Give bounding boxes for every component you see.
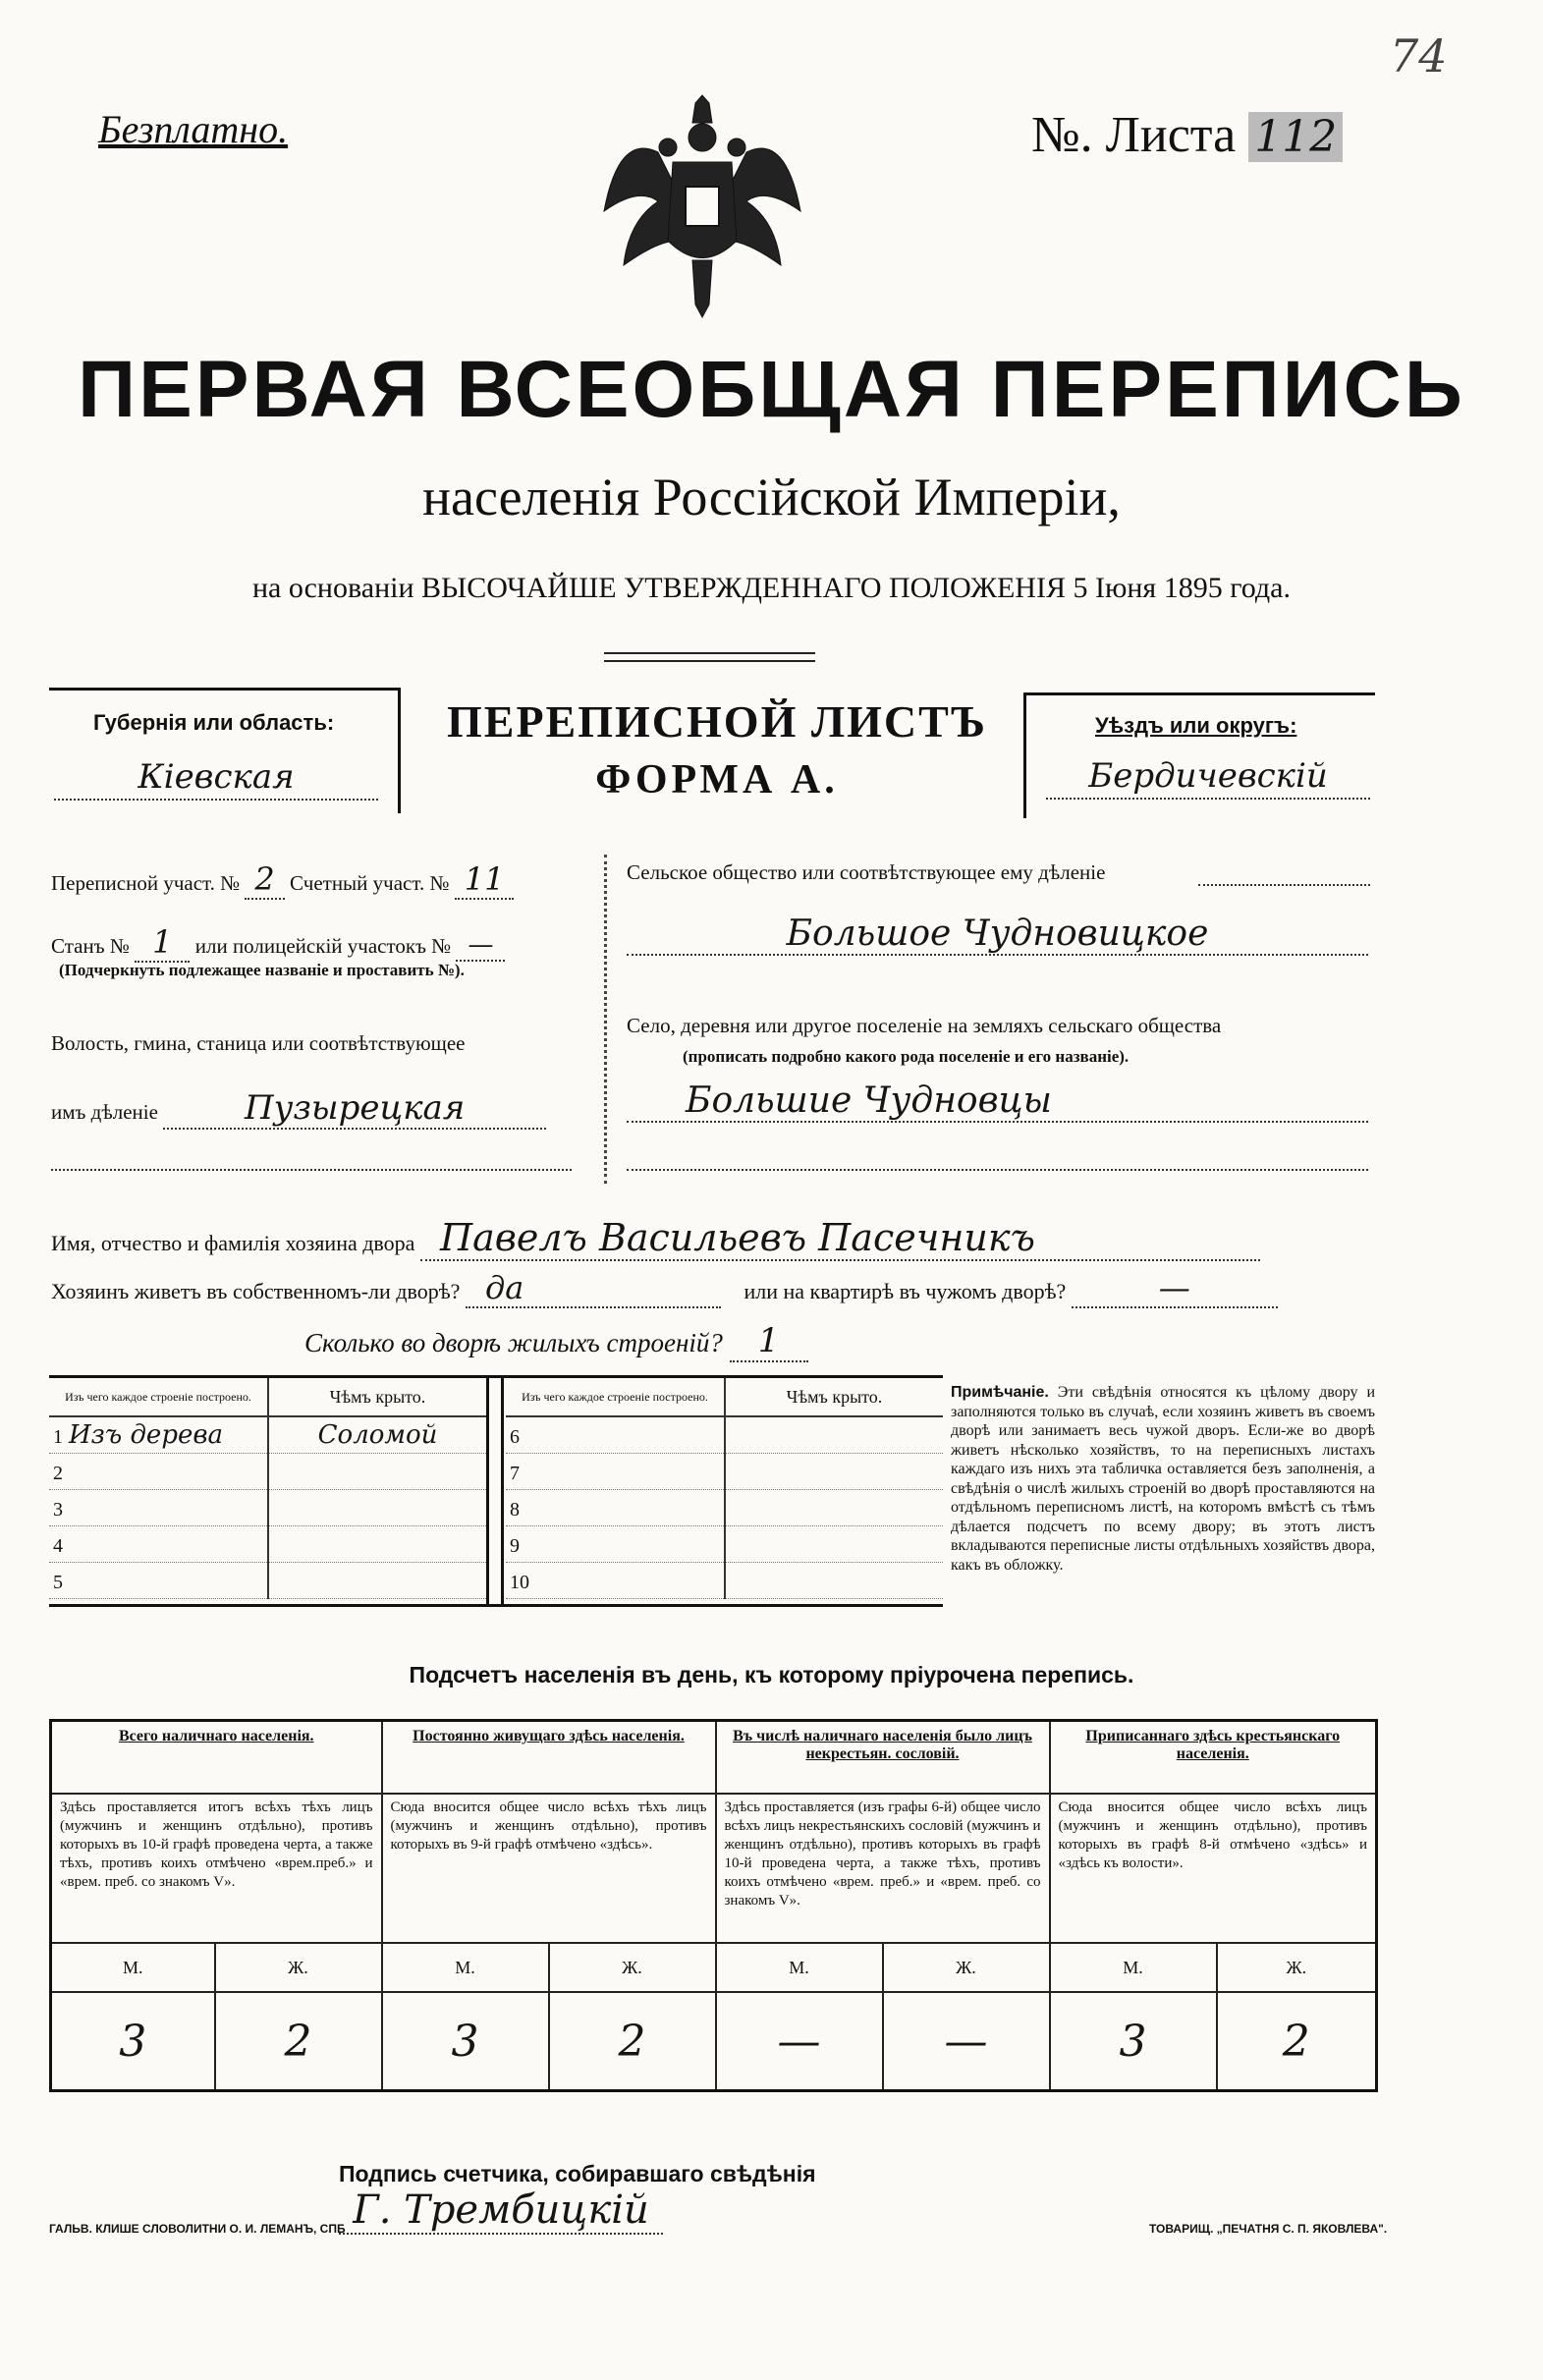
- signature-row: [339, 2161, 1144, 2235]
- village-note: (прописать подробно какого рода поселеніе и его названіе).: [683, 1047, 1130, 1066]
- building-number: 2: [53, 1463, 63, 1484]
- building-number: 1: [53, 1426, 63, 1448]
- buildings-count-label: Сколько во дворѣ жилыхъ строеній?: [304, 1328, 723, 1357]
- village-value: Большие Чудновцы: [627, 1080, 1368, 1123]
- building-row: [49, 1490, 486, 1526]
- building-roof: [268, 1563, 486, 1599]
- building-roof: [725, 1416, 943, 1454]
- count-area-label: Счетный участ. №: [290, 871, 450, 895]
- signature-value: Г. Трембицкій: [339, 2187, 663, 2235]
- census-area-value: 2: [245, 860, 284, 900]
- population-col-desc: Здѣсь проставляется (изъ графы 6-й) общее число всѣхъ лицъ некрестьянскихъ сословій (мужчинъ и женщинъ отдѣльно), противъ которыхъ въ графѣ 10-й проведена черта, а также тѣхъ, противъ коихъ отмѣчено «врем. преб.» и «врем. преб. со знакомъ V».: [716, 1794, 1050, 1943]
- population-col-desc: Сюда вносится общее число всѣхъ лицъ (мужчинъ и женщинъ отдѣльно), противъ которыхъ въ графѣ 8-й отмѣчено «здѣсь» и «здѣсь къ волости».: [1050, 1794, 1377, 1943]
- building-material-cell: [506, 1454, 725, 1490]
- population-female-header: Ж.: [215, 1943, 382, 1992]
- society-label: Сельское общество или соотвѣтствующее ему дѣленіе: [627, 860, 1106, 884]
- population-male-value: 3: [382, 1992, 549, 2091]
- police-label: или полицейскій участокъ №: [194, 934, 452, 958]
- society-label-line: [1198, 884, 1370, 886]
- population-female-value: 2: [1217, 1992, 1377, 2091]
- district-value: Бердичевскій: [1046, 756, 1370, 800]
- building-material-cell: [506, 1526, 725, 1563]
- building-roof: Соломой: [268, 1416, 486, 1454]
- sheet-number: [1031, 106, 1343, 164]
- building-material-cell: [506, 1563, 725, 1599]
- buildings-table: [49, 1375, 943, 1607]
- building-row: [506, 1454, 943, 1490]
- sheet-number-label: №. Листа: [1031, 107, 1237, 163]
- note-block: [951, 1383, 1375, 1575]
- building-material-cell: [49, 1454, 268, 1490]
- population-male-header: М.: [382, 1943, 549, 1992]
- building-material-cell: [49, 1526, 268, 1563]
- population-col-title: Постоянно живущаго здѣсь населенія.: [382, 1721, 716, 1795]
- building-row: [49, 1563, 486, 1599]
- buildings-table-left: [49, 1378, 486, 1599]
- district-label: Уѣздъ или округъ:: [1095, 713, 1297, 738]
- population-male-header: М.: [716, 1943, 883, 1992]
- signature-label: Подпись счетчика, собиравшаго свѣдѣнія: [339, 2161, 816, 2186]
- buildings-table-divider: [486, 1378, 504, 1604]
- volost-label-1: Волость, гмина, станица или соотвѣтствующее: [51, 1031, 466, 1055]
- column-separator: [604, 855, 607, 1184]
- building-roof: [725, 1454, 943, 1490]
- province-label: Губернія или область:: [93, 710, 335, 735]
- population-female-header: Ж.: [883, 1943, 1050, 1992]
- police-value: —: [456, 930, 505, 962]
- population-col-desc: Здѣсь проставляется итогъ всѣхъ тѣхъ лицъ (мужчинъ и женщинъ отдѣльно), противъ которыхъ въ 10-й графѣ проведена черта, а также тѣхъ, противъ коихъ отмѣчено «врем.преб.» и «врем. преб. со знакомъ V».: [51, 1794, 382, 1943]
- coat-of-arms-emblem: [599, 93, 805, 319]
- population-male-value: 3: [51, 1992, 215, 2091]
- note-text: Эти свѣдѣнія относятся къ цѣлому двору и заполняются только въ случаѣ, если хозяинъ живетъ въ своемъ дворѣ или занимаетъ весь чужой дворъ. Если-же во дворѣ живетъ нѣсколько хозяйствъ, то на переписныхъ листахъ каждаго изъ нихъ эта табличка оставляется безъ заполненія, а свѣдѣнія о числѣ жилыхъ строеній во дворѣ проставляются на отдѣльномъ переписномъ листѣ, на которомъ вмѣстѣ съ тѣмъ дѣлается подсчетъ по всему двору; въ этотъ листъ вкладываются переписные листы отдѣльныхъ хозяйствъ двора, какъ въ обложку.: [951, 1384, 1376, 1574]
- building-roof: [725, 1490, 943, 1526]
- population-female-header: Ж.: [549, 1943, 716, 1992]
- population-heading: Подсчетъ населенія въ день, къ которому пріурочена перепись.: [409, 1662, 1134, 1688]
- building-number: 3: [53, 1499, 63, 1521]
- population-col-title: Въ числѣ наличнаго населенія было лицъ некрестьян. сословій.: [716, 1721, 1050, 1795]
- population-col-title: Всего наличнаго населенія.: [51, 1721, 382, 1795]
- volost-value: Пузырецкая: [163, 1088, 546, 1130]
- building-roof: [268, 1526, 486, 1563]
- owner-own-value: да: [466, 1269, 721, 1308]
- building-row: [49, 1526, 486, 1563]
- building-roof: [725, 1563, 943, 1599]
- census-area-label: Переписной участ. №: [51, 871, 241, 895]
- building-material-cell: [49, 1416, 268, 1454]
- building-roof: [268, 1454, 486, 1490]
- building-material: Изъ дерева: [69, 1420, 223, 1450]
- population-female-value: —: [883, 1992, 1050, 2091]
- population-female-value: 2: [215, 1992, 382, 2091]
- building-number: 10: [510, 1572, 529, 1593]
- owner-own-label: Хозяинъ живетъ въ собственномъ-ли дворѣ?: [51, 1279, 461, 1303]
- population-female-value: 2: [549, 1992, 716, 2091]
- footer-right: ТОВАРИЩ. „ПЕЧАТНЯ С. П. ЯКОВЛЕВА".: [1149, 2222, 1388, 2236]
- ornament-divider: [604, 652, 815, 662]
- free-label: Безплатно.: [98, 107, 289, 151]
- village-extra-line: [627, 1169, 1368, 1171]
- building-row: [49, 1454, 486, 1490]
- owner-rent-value: —: [1072, 1269, 1278, 1308]
- sheet-number-value: 112: [1248, 112, 1343, 162]
- building-number: 7: [510, 1463, 520, 1484]
- building-number: 6: [510, 1426, 520, 1448]
- page-title: ПЕРВАЯ ВСЕОБЩАЯ ПЕРЕПИСЬ: [78, 345, 1465, 434]
- stan-note: (Подчеркнуть подлежащее названіе и проставить №).: [59, 961, 465, 979]
- building-row: [506, 1490, 943, 1526]
- building-row: [506, 1416, 943, 1454]
- footer-left: ГАЛЬВ. КЛИШЕ СЛОВОЛИТНИ О. И. ЛЕМАНЪ, СПБ: [49, 2222, 346, 2236]
- province-box: [49, 688, 401, 813]
- owner-own-row: [51, 1269, 1372, 1308]
- building-material-cell: [49, 1563, 268, 1599]
- building-roof: [268, 1490, 486, 1526]
- building-material-cell: [506, 1416, 725, 1454]
- owner-name-value: Павелъ Васильевъ Пасечникъ: [420, 1216, 1260, 1261]
- page-basis: на основаніи ВЫСОЧАЙШЕ УТВЕРЖДЕННАГО ПОЛОЖЕНІЯ 5 Іюня 1895 года.: [252, 572, 1291, 604]
- population-male-value: —: [716, 1992, 883, 2091]
- building-number: 5: [53, 1572, 63, 1593]
- buildings-count-row: [304, 1321, 808, 1362]
- owner-rent-label: или на квартирѣ въ чужомъ дворѣ?: [744, 1279, 1067, 1303]
- buildings-col-roof: Чѣмъ крыто.: [268, 1378, 486, 1416]
- building-number: 8: [510, 1499, 520, 1521]
- society-value: Большое Чудновицкое: [627, 913, 1368, 956]
- census-area-row: [51, 860, 596, 898]
- population-col-desc: Сюда вносится общее число всѣхъ тѣхъ лицъ (мужчинъ и женщинъ отдѣльно), противъ которыхъ въ 9-й графѣ отмѣчено «здѣсь».: [382, 1794, 716, 1943]
- village-label: Село, деревня или другое поселеніе на земляхъ сельскаго общества: [627, 1014, 1222, 1037]
- building-row: [506, 1526, 943, 1563]
- population-table: [49, 1719, 1378, 2092]
- buildings-col-roof-2: Чѣмъ крыто.: [725, 1378, 943, 1416]
- building-row: [506, 1563, 943, 1599]
- population-male-header: М.: [1050, 1943, 1217, 1992]
- owner-name-label: Имя, отчество и фамилія хозяина двора: [51, 1231, 415, 1255]
- stan-row: [51, 923, 596, 961]
- form-title: ПЕРЕПИСНОЙ ЛИСТЪ: [446, 696, 988, 747]
- building-number: 9: [510, 1535, 520, 1557]
- building-material-cell: [49, 1490, 268, 1526]
- buildings-count-value: 1: [730, 1321, 808, 1362]
- district-box: [1023, 692, 1375, 818]
- province-value: Кіевская: [54, 757, 378, 801]
- stan-label: Станъ №: [51, 934, 130, 958]
- building-number: 4: [53, 1535, 63, 1557]
- population-female-header: Ж.: [1217, 1943, 1377, 1992]
- page-subtitle: населенія Россійской Имперіи,: [422, 468, 1121, 526]
- buildings-col-material-2: Изъ чего каждое строеніе построено.: [506, 1378, 725, 1416]
- note-title: Примѣчаніе.: [951, 1384, 1049, 1401]
- building-material-cell: [506, 1490, 725, 1526]
- buildings-table-right: [506, 1378, 943, 1599]
- count-area-value: 11: [455, 860, 515, 900]
- building-roof: [725, 1526, 943, 1563]
- form-subtitle: ФОРМА А.: [595, 757, 839, 803]
- stan-value: 1: [135, 923, 190, 963]
- volost-extra-line: [51, 1169, 572, 1171]
- population-male-header: М.: [51, 1943, 215, 1992]
- buildings-col-material: Изъ чего каждое строеніе построено.: [49, 1378, 268, 1416]
- owner-name-row: [51, 1216, 1372, 1261]
- volost-label-2: имъ дѣленіе: [51, 1100, 158, 1124]
- volost-row: [51, 1088, 581, 1130]
- population-col-title: Приписаннаго здѣсь крестьянскаго населенія.: [1050, 1721, 1377, 1795]
- population-male-value: 3: [1050, 1992, 1217, 2091]
- corner-mark: 74: [1390, 29, 1448, 83]
- building-row: [49, 1416, 486, 1454]
